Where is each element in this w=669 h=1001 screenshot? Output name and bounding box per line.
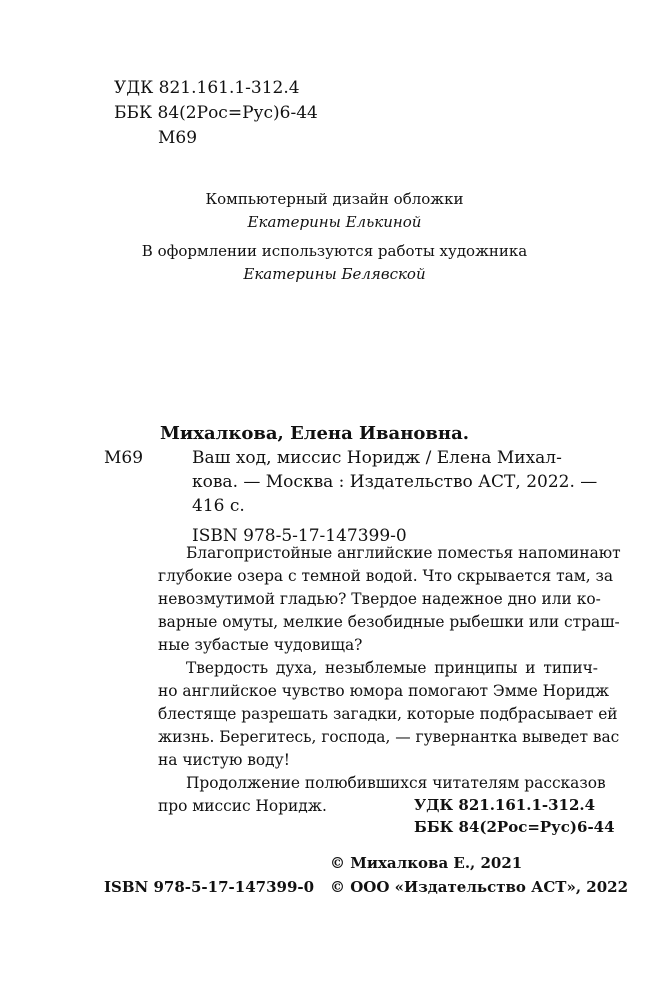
catalog-entry <box>160 422 600 548</box>
catalog-isbn: ISBN 978-5-17-147399-0 <box>192 526 407 546</box>
author-mark: М69 <box>158 128 198 148</box>
udk-code: УДК 821.161.1-312.4 <box>114 78 300 98</box>
cover-design-credit <box>0 188 669 234</box>
illustrations-label: В оформлении используются работы художника <box>141 242 528 260</box>
cover-design-label: Компьютерный дизайн обложки <box>205 190 464 208</box>
bbk-code: ББК 84(2Рос=Рус)6-44 <box>114 103 318 123</box>
copyright-author: © Михалкова Е., 2021 <box>330 854 523 872</box>
annotation-line: блестяще разрешать загадки, которые подбрасывает ей <box>158 705 618 723</box>
annotation-line: ные зубастые чудовища? <box>158 636 363 654</box>
illustrations-credit <box>0 240 669 286</box>
annotation-line: жизнь. Берегитесь, господа, — гувернантка выведет вас <box>158 728 620 746</box>
footer-isbn: ISBN 978-5-17-147399-0 <box>104 878 315 896</box>
annotation-paragraph <box>158 657 620 772</box>
catalog-imprint-line: кова. — Москва : Издательство АСТ, 2022. — <box>192 472 598 492</box>
annotation-line: про миссис Норидж. <box>158 797 327 815</box>
cover-designer-name: Екатерины Елькиной <box>247 213 422 231</box>
footer-udk: УДК 821.161.1-312.4 <box>414 796 596 814</box>
footer-bbk: ББК 84(2Рос=Рус)6-44 <box>414 818 615 836</box>
catalog-author-heading: Михалкова, Елена Ивановна. <box>160 423 470 444</box>
catalog-pages-line: 416 с. <box>192 496 245 516</box>
annotation-line: Продолжение полюбившихся читателям рассказов <box>186 774 606 792</box>
annotation <box>158 542 621 818</box>
annotation-line: невозмутимой гладью? Твердое надежное дно или ко- <box>158 590 601 608</box>
copyright-publisher: © ООО «Издательство АСТ», 2022 <box>330 878 629 896</box>
footer-codes <box>414 794 615 838</box>
annotation-line: глубокие озера с темной водой. Что скрывается там, за <box>158 567 614 585</box>
classification-block <box>114 76 318 151</box>
annotation-line: но английское чувство юмора помогают Эмме Норидж <box>158 682 610 700</box>
annotation-line: Твердость духа, незыблемые принципы и типич- <box>186 659 598 677</box>
annotation-line: варные омуты, мелкие безобидные рыбешки или страш- <box>158 613 620 631</box>
annotation-line: Благопристойные английские поместья напоминают <box>186 544 621 562</box>
illustrator-name: Екатерины Белявской <box>243 265 426 283</box>
catalog-author-mark: М69 <box>104 448 144 468</box>
annotation-paragraph <box>158 542 621 657</box>
catalog-title-line: Ваш ход, миссис Норидж / Елена Михал- <box>192 448 562 468</box>
annotation-line: на чистую воду! <box>158 751 290 769</box>
